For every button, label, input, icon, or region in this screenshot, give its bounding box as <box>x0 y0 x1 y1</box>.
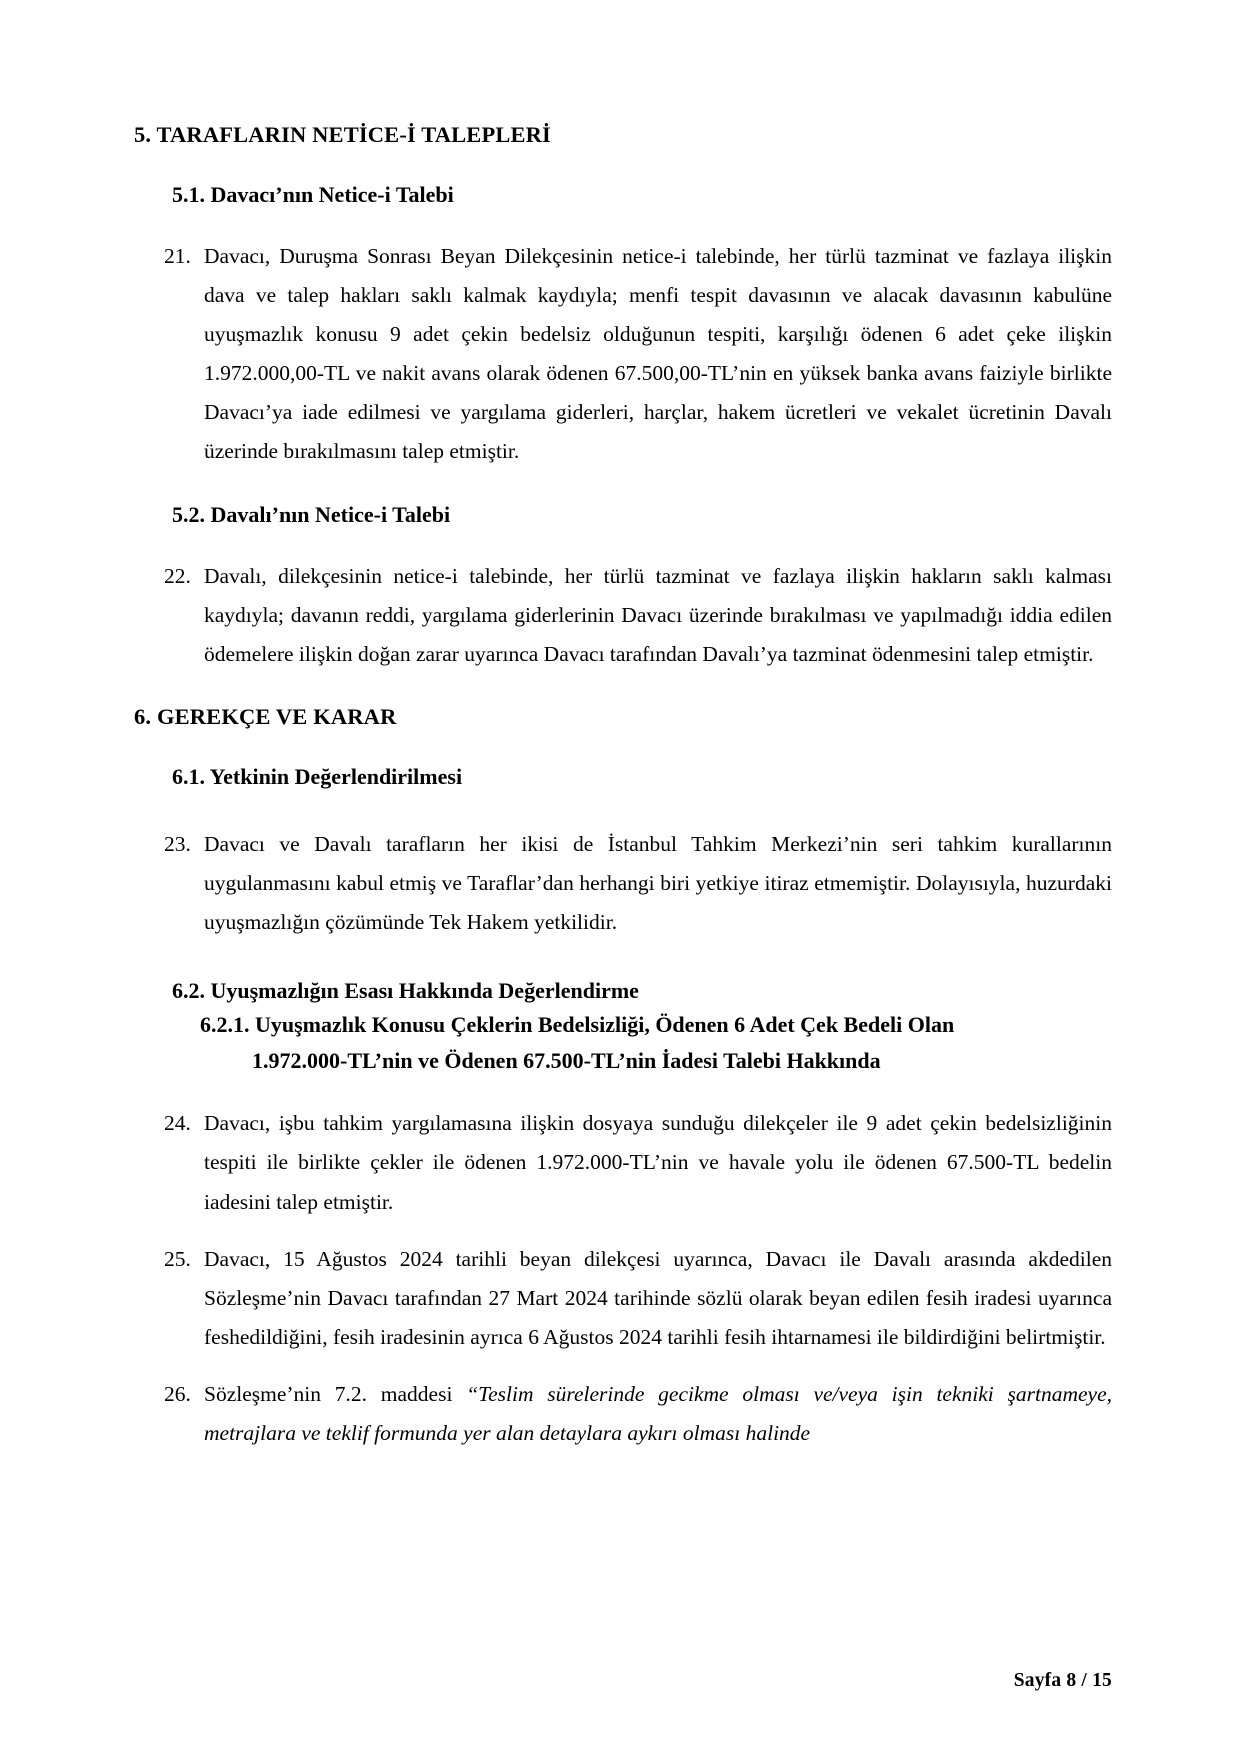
paragraph-23 <box>128 825 1112 942</box>
paragraph-number: 24. <box>164 1111 191 1136</box>
spacer <box>128 674 1112 700</box>
section-heading-5-1: 5.1. Davacı’nın Netice-i Talebi <box>172 181 454 207</box>
section-heading-6-1: 6.1. Yetkinin Değerlendirilmesi <box>172 763 463 789</box>
paragraph-26 <box>128 1375 1112 1453</box>
spacer <box>128 942 1112 974</box>
paragraph-number: 23. <box>164 831 191 856</box>
page-footer: Sayfa 8 / 15 <box>1013 1670 1112 1691</box>
spacer <box>128 531 1112 557</box>
spacer <box>128 1078 1112 1104</box>
section-heading-5-2: 5.2. Davalı’nın Netice-i Talebi <box>172 501 451 527</box>
paragraph-text: Davacı ve Davalı tarafların her ikisi de İstanbul Tahkim Merkezi’nin seri tahkim kurallarının uygulanmasını kabul etmiş ve Taraflar’dan herhangi biri yetkiye itiraz etmemiştir. Dolayısıyla, huzurdaki uyuşmazlığın çözümünde Tek Hakem yetkilidir. <box>204 831 1112 934</box>
paragraph-21 <box>128 237 1112 472</box>
paragraph-text: Davacı, Duruşma Sonrası Beyan Dilekçesinin netice-i talebinde, her türlü tazminat ve fazlaya ilişkin dava ve talep hakları saklı kalmak kaydıyla; menfi tespit davasının ve alacak davasının kabulüne uyuşmazlık konusu 9 adet çekin bedelsiz olduğunun tespiti, karşılığı ödenen 6 adet çeke ilişkin 1.972.000,00-TL ve nakit avans olarak ödenen 67.500,00-TL’nin en yüksek banka avans faiziyle birlikte Davacı’ya iade edilmesi ve yargılama giderleri, harçlar, hakem ücretleri ve vekalet ücretinin Davalı üzerinde bırakılmasını talep etmiştir. <box>204 243 1112 464</box>
section-heading-6-2: 6.2. Uyuşmazlığın Esası Hakkında Değerlendirme <box>172 978 639 1003</box>
section-heading-5: 5. TARAFLARIN NETİCE-İ TALEPLERİ <box>134 122 551 147</box>
spacer <box>128 1357 1112 1375</box>
paragraph-number: 26. <box>164 1382 191 1406</box>
spacer <box>128 152 1112 178</box>
spacer <box>128 472 1112 498</box>
paragraph-25 <box>128 1240 1112 1357</box>
spacer <box>128 734 1112 760</box>
section-heading-6-2-1-line1: 6.2.1. Uyuşmazlık Konusu Çeklerin Bedelsizliği, Ödenen 6 Adet Çek Bedeli Olan <box>200 1012 955 1037</box>
paragraph-text: Davacı, 15 Ağustos 2024 tarihli beyan dilekçesi uyarınca, Davacı ile Davalı arasında akdedilen Sözleşme’nin Davacı tarafından 27 Mart 2024 tarihinde sözlü olarak beyan edilen fesih iradesi uyarınca feshedildiğini, fesih iradesinin ayrıca 6 Ağustos 2024 tarihli fesih ihtarnamesi ile bildirdiğini belirtmiştir. <box>204 1246 1112 1349</box>
paragraph-number: 22. <box>164 563 191 588</box>
paragraph-text <box>204 1375 1112 1453</box>
section-heading-6-2-1-line2: 1.972.000-TL’nin ve Ödenen 67.500-TL’nin İadesi Talebi Hakkında <box>252 1047 881 1073</box>
paragraph-24 <box>128 1104 1112 1221</box>
document-body <box>128 118 1112 1453</box>
spacer <box>128 793 1112 825</box>
quoted-contract-clause: “Teslim sürelerinde gecikme olması ve/veya işin tekniki şartnameye, metrajlara ve teklif formunda yer alan detaylara aykırı olması halinde <box>204 1382 1112 1446</box>
paragraph-number: 21. <box>164 243 191 268</box>
paragraph-number: 25. <box>164 1246 191 1271</box>
paragraph-text-plain: Sözleşme’nin 7.2. maddesi <box>204 1382 467 1406</box>
paragraph-text: Davalı, dilekçesinin netice-i talebinde, her türlü tazminat ve fazlaya ilişkin hakların saklı kalması kaydıyla; davanın reddi, yargılama giderlerinin Davacı üzerinde bırakılması ve yapılmadığı iddia edilen ödemelere ilişkin doğan zarar uyarınca Davacı tarafından Davalı’ya tazminat ödenmesini talep etmiştir. <box>204 563 1112 666</box>
paragraph-text: Davacı, işbu tahkim yargılamasına ilişkin dosyaya sunduğu dilekçeler ile 9 adet çekin bedelsizliğinin tespiti ile birlikte çekler ile ödenen 1.972.000-TL’nin ve havale yolu ile ödenen 67.500-TL bedelin iadesini talep etmiştir. <box>204 1111 1112 1214</box>
section-heading-6: 6. GEREKÇE VE KARAR <box>134 703 397 729</box>
section-heading-6-2-1 <box>128 1007 1112 1078</box>
spacer <box>128 1222 1112 1240</box>
paragraph-22 <box>128 557 1112 674</box>
spacer <box>128 211 1112 237</box>
